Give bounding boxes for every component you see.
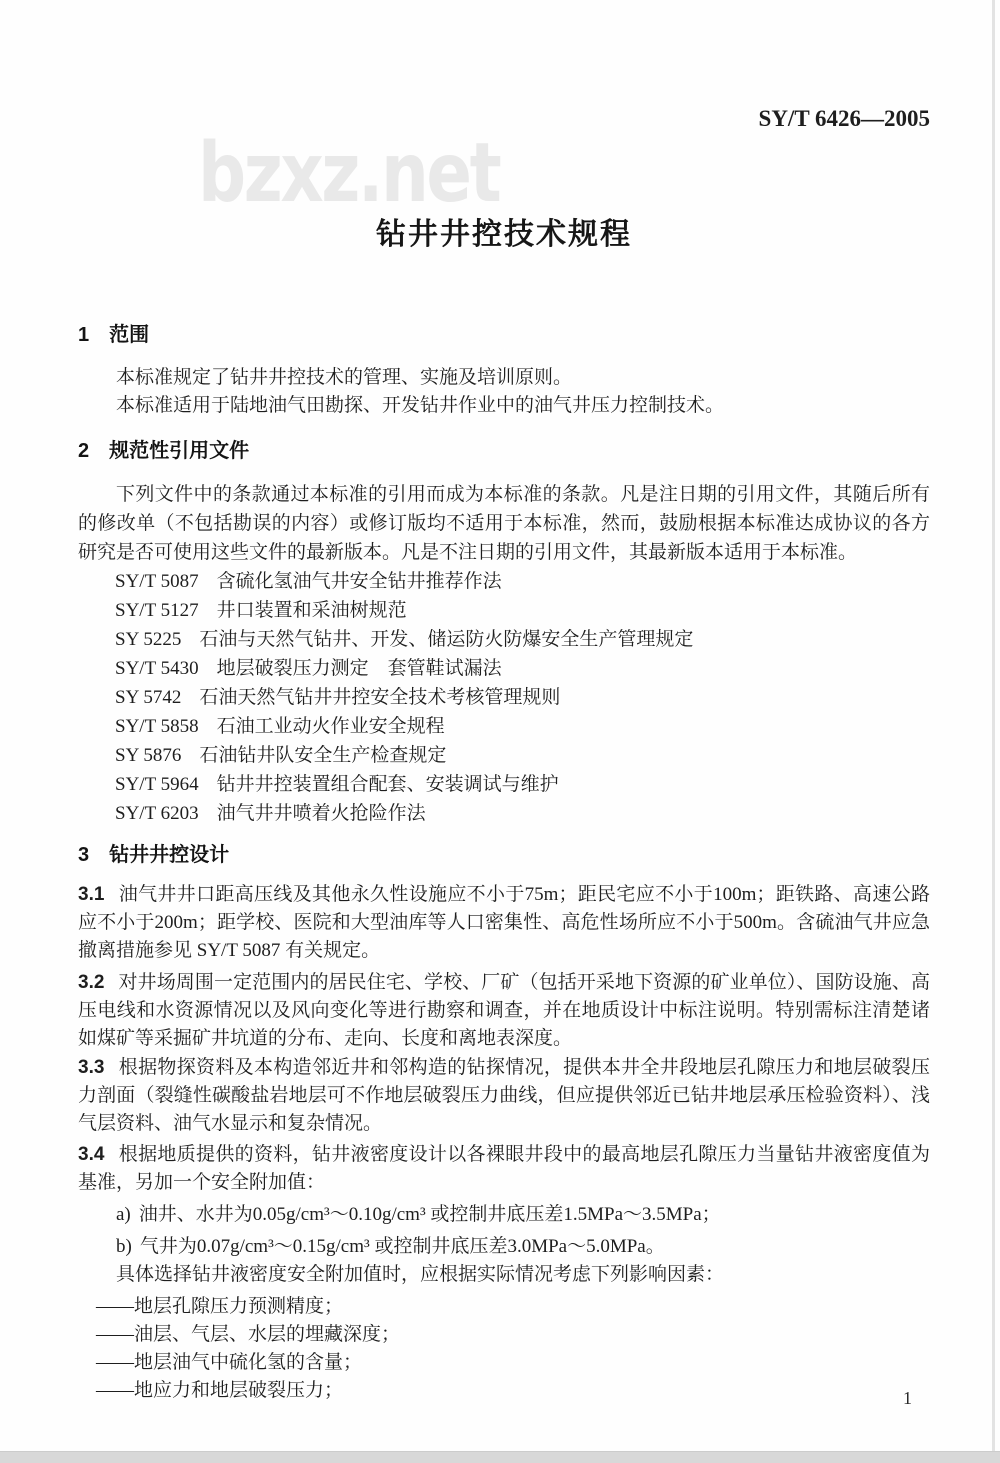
reference-title: 石油工业动火作业安全规程	[216, 716, 445, 737]
clause-text: 根据地质提供的资料，钻井液密度设计以各裸眼井段中的最高地层孔隙压力当量钻井液密度值为基准，另加一个安全附加值：	[78, 1144, 930, 1193]
clause-number: 3.3	[78, 1057, 105, 1078]
factors-intro: 具体选择钻井液密度安全附加值时，应根据实际情况考虑下列影响因素：	[116, 1264, 725, 1285]
section-heading-normative-references	[78, 438, 930, 464]
clause-3-4	[78, 1141, 930, 1197]
reference-item	[78, 683, 930, 712]
reference-code: SY 5876	[115, 745, 182, 766]
subitem-text: 油井、水井为0.05g/cm³～0.10g/cm³ 或控制井底压差1.5MPa～3.5MPa；	[138, 1204, 721, 1225]
reference-title: 石油钻井队安全生产检查规定	[199, 745, 447, 766]
reference-title: 石油天然气钻井井控安全技术考核管理规则	[199, 687, 561, 708]
subitem-label: a)	[116, 1204, 131, 1225]
factor-item: ——地应力和地层破裂压力；	[96, 1380, 344, 1401]
reference-item	[78, 741, 930, 770]
standard-code: SY/T 6426—2005	[758, 106, 930, 131]
reference-item	[78, 654, 930, 683]
subitem-label: b)	[116, 1236, 132, 1257]
reference-item	[78, 799, 930, 828]
clause-3-2	[78, 969, 930, 1053]
document-body	[78, 318, 930, 1405]
section-heading-scope	[78, 322, 930, 348]
section-heading-well-control-design	[78, 842, 930, 868]
reference-item	[78, 596, 930, 625]
section-title: 钻井井控设计	[109, 844, 230, 866]
section-number: 2	[78, 440, 90, 462]
factor-item: ——地层孔隙压力预测精度；	[96, 1296, 344, 1317]
reference-code: SY 5742	[115, 687, 182, 708]
section-title: 规范性引用文件	[109, 440, 250, 462]
reference-code: SY 5225	[115, 629, 182, 650]
clause-text: 油气井井口距高压线及其他永久性设施应不小于75m；距民宅应不小于100m；距铁路、高速公路应不小于200m；距学校、医院和大型油库等人口密集性、高危性场所应不小于500m。含硫油气井应急撤离措施参见 SY/T 5087 有关规定。	[78, 884, 930, 961]
clause-text: 根据物探资料及本构造邻近井和邻构造的钻探情况，提供本井全井段地层孔隙压力和地层破裂压力剖面（裂缝性碳酸盐岩地层可不作地层破裂压力曲线，但应提供邻近已钻井地层承压检验资料）、浅气层资料、油气水显示和复杂情况。	[78, 1057, 930, 1134]
clause-number: 3.2	[78, 972, 105, 993]
section-number: 3	[78, 844, 90, 866]
reference-code: SY/T 5964	[115, 774, 199, 795]
watermark-text: bzxz.net	[198, 126, 500, 221]
factor-item: ——油层、气层、水层的埋藏深度；	[96, 1324, 401, 1345]
reference-item	[78, 770, 930, 799]
subitem-text: 气井为0.07g/cm³～0.15g/cm³ 或控制井底压差3.0MPa～5.0MPa。	[139, 1236, 665, 1257]
clause-3-1	[78, 881, 930, 965]
subitem-a	[78, 1201, 930, 1229]
paragraph: 本标准适用于陆地油气田勘探、开发钻井作业中的油气井压力控制技术。	[116, 395, 725, 416]
clause-number: 3.4	[78, 1144, 105, 1165]
document-title: 钻井井控技术规程	[376, 218, 632, 251]
scan-edge-right	[992, 0, 995, 1463]
reference-code: SY/T 5127	[115, 600, 199, 621]
reference-title: 石油与天然气钻井、开发、储运防火防爆安全生产管理规定	[199, 629, 694, 650]
reference-item	[78, 625, 930, 654]
reference-title: 井口装置和采油树规范	[216, 600, 407, 621]
clause-3-3	[78, 1054, 930, 1138]
subitem-b	[78, 1233, 930, 1261]
reference-item	[78, 712, 930, 741]
reference-list	[78, 567, 930, 828]
section-number: 1	[78, 324, 90, 346]
reference-code: SY/T 5430	[115, 658, 199, 679]
clause-number: 3.1	[78, 884, 105, 905]
reference-title: 地层破裂压力测定 套管鞋试漏法	[216, 658, 502, 679]
reference-title: 油气井井喷着火抢险作法	[216, 803, 426, 824]
reference-code: SY/T 5087	[115, 571, 199, 592]
reference-code: SY/T 5858	[115, 716, 199, 737]
section-title: 范围	[109, 324, 150, 346]
factor-item: ——地层油气中硫化氢的含量；	[96, 1352, 363, 1373]
reference-title: 含硫化氢油气井安全钻井推荐作法	[216, 571, 502, 592]
reference-item	[78, 567, 930, 596]
scan-edge-bottom	[0, 1451, 1000, 1463]
clause-text: 对井场周围一定范围内的居民住宅、学校、厂矿（包括开采地下资源的矿业单位）、国防设施、高压电线和水资源情况以及风向变化等进行勘察和调查，并在地质设计中标注说明。特别需标注清楚诸如煤矿等采掘矿井坑道的分布、走向、长度和离地表深度。	[78, 972, 930, 1049]
paragraph: 下列文件中的条款通过本标准的引用而成为本标准的条款。凡是注日期的引用文件，其随后所有的修改单（不包括勘误的内容）或修订版均不适用于本标准，然而，鼓励根据本标准达成协议的各方研究是否可使用这些文件的最新版本。凡是不注日期的引用文件，其最新版本适用于本标准。	[78, 484, 930, 563]
reference-code: SY/T 6203	[115, 803, 199, 824]
paragraph: 本标准规定了钻井井控技术的管理、实施及培训原则。	[116, 367, 573, 388]
reference-title: 钻井井控装置组合配套、安装调试与维护	[216, 774, 559, 795]
page-number: 1	[903, 1388, 912, 1408]
